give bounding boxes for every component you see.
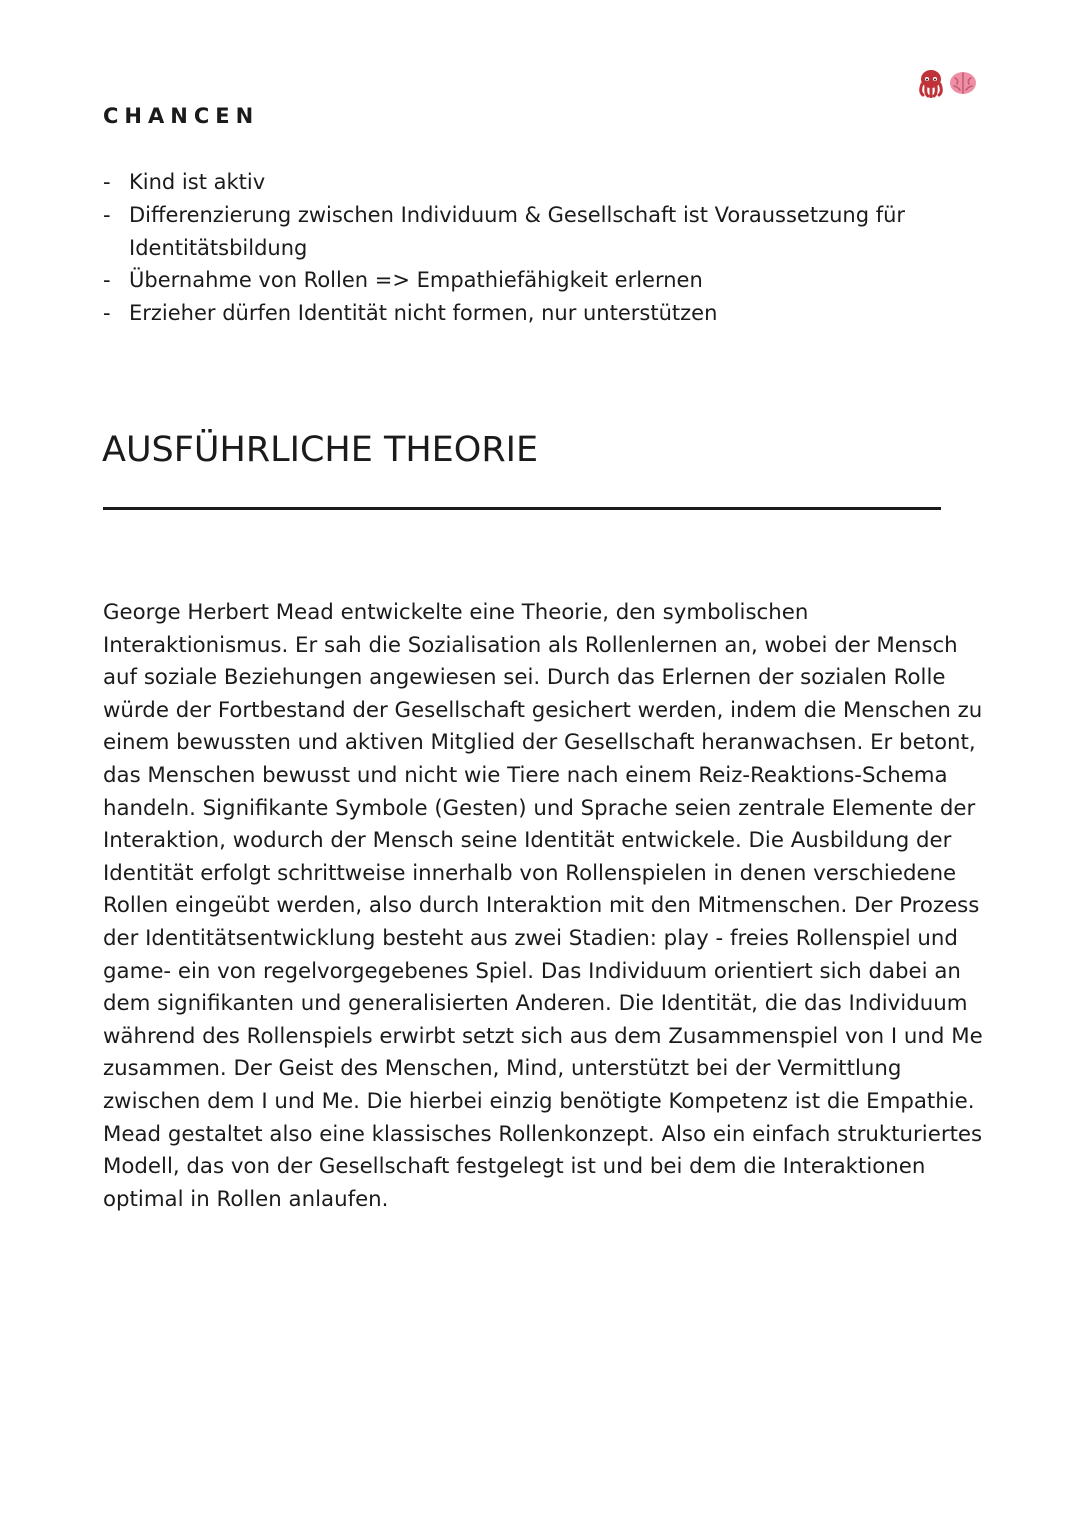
list-item: - Übernahme von Rollen => Empathiefähigkeit erlernen (103, 268, 703, 293)
list-item: - Erzieher dürfen Identität nicht formen, nur unterstützen (103, 301, 718, 326)
list-item: - Differenzierung zwischen Individuum & Gesellschaft ist Voraussetzung für Identitätsbildung (103, 202, 906, 260)
title-underline (103, 507, 941, 510)
chancen-list (103, 166, 929, 330)
theory-paragraph: George Herbert Mead entwickelte eine Theorie, den symbolischen Interaktionismus. Er sah die Sozialisation als Rollenlernen an, wobei der Mensch auf soziale Beziehungen angewiesen sei. Durch das Erlernen der sozialen Rolle würde der Fortbestand der Gesellschaft gesichert werden, indem die Menschen zu einem bewussten und aktiven Mitglied der Gesellschaft heranwachsen. Er betont, das Menschen bewusst und nicht wie Tiere nach einem Reiz-Reaktions-Schema handeln. Signifikante Symbole (Gesten) und Sprache seien zentrale Elemente der Interaktion, wodurch der Mensch seine Identität entwickele. Die Ausbildung der Identität erfolgt schrittweise innerhalb von Rollenspielen in denen verschiedene Rollen eingeübt werden, also durch Interaktion mit den Mitmenschen. Der Prozess der Identitätsentwicklung besteht aus zwei Stadien: play - freies Rollenspiel und game- ein von regelvorgegebenes Spiel. Das Individuum orientiert sich dabei an dem signifikanten und generalisierten Anderen. Die Identität, die das Individuum während des Rollenspiels erwirbt setzt sich aus dem Zusammenspiel von I und Me zusammen. Der Geist des Menschen, Mind, unterstützt bei der Vermittlung zwischen dem I und Me. Die hierbei einzig benötigte Kompetenz ist die Empathie. Mead gestaltet also eine klassisches Rollenkonzept. Also ein einfach strukturiertes Modell, das von der Gesellschaft festgelegt ist und bei dem die Interaktionen optimal in Rollen anlaufen. (103, 600, 983, 1212)
section-title-theorie: AUSFÜHRLICHE THEORIE (102, 430, 539, 470)
list-item-text: Kind ist aktiv (129, 170, 266, 194)
list-item: - Kind ist aktiv (103, 170, 266, 194)
section-title-chancen: CHANCEN (103, 104, 260, 128)
brain-icon (948, 68, 978, 98)
list-item-text: Differenzierung zwischen Individuum & Gesellschaft ist Voraussetzung für Identitätsbildung (129, 202, 906, 260)
list-item-text: Erzieher dürfen Identität nicht formen, nur unterstützen (129, 301, 718, 326)
octopus-icon (916, 68, 946, 98)
header-emojis (916, 68, 978, 98)
list-item-text: Übernahme von Rollen => Empathiefähigkeit erlernen (129, 268, 703, 293)
